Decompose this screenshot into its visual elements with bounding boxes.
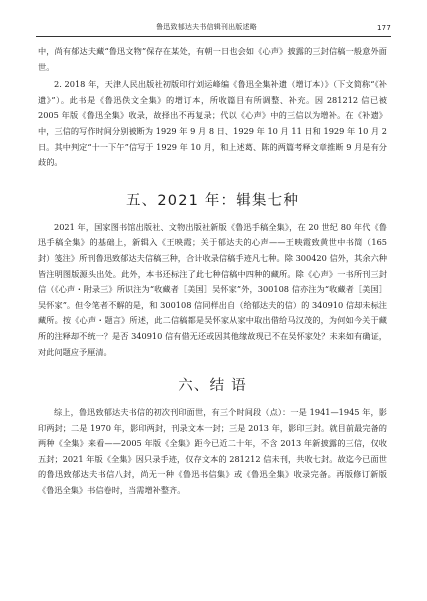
paragraph-continued: 中，尚有郁达夫藏“鲁迅文物”保存在某处，有朝一日也会如《心声》披露的三封信稿一般意外面世。 <box>38 46 387 72</box>
running-header <box>36 22 391 32</box>
paragraph-note-2: 2. 2018 年，天津人民出版社初版印行刘运峰编《鲁迅全集补遗（增订本）》（下文简称“《补遗》”）。此书是《鲁迅佚文全集》的增订本，所收篇目有所调整、补充。因 281212 信已被 2005 年版《鲁迅全集》收录，故择出不再复录；代以《心声》中的三信以为增补。在《补遗》中，三信的写作时间分别被断为 1929 年 9 月 8 日、1929 年 10 月 11 日和 1929 年 10 月 2 日。其中判定“十一下午”信写于 1929 年 10 月，和上述葛、陈的两篇考释文章推断 9 月是有分歧的。 <box>38 79 387 168</box>
paragraph-conclusion: 综上，鲁迅致郁达夫书信的初次刊印面世，有三个时间段（点）：一是 1941—1945 年，影印两封；二是 1970 年，影印两封，刊录文本一封；三是 2013 年，影印三封。就目前最完备的两种《全集》来看——2005 年版《全集》距今已近二十年，不含 2013 年新披露的三信，仅收五封；2021 年版《全集》因只录手迹，仅存文本的 281212 信未刊，共收七封。故迄今已面世的鲁迅致郁达夫书信八封，尚无一种《鲁迅书信集》或《鲁迅全集》收录完备。再版修订新版《鲁迅全集》书信卷时，当需增补整齐。 <box>38 407 387 496</box>
paragraph-2021: 2021 年，国家图书馆出版社、文物出版社新版《鲁迅手稿全集》，在 20 世纪 80 年代《鲁迅手稿全集》的基础上，新辑入《王映霞；关于郁达夫的心声——王映霞致黄世中书简（165 封）笺注》所刊鲁迅致郁达夫信稿三种，合计收录信稿手迹凡七种。除 300420 信外，其余六种皆注明图版源头出处。此外，本书还标注了此七种信稿中四种的藏所。除《心声》一书所刊三封信（《心声・附录三》所识注为“收藏者［美国］吴怀家”外，300108 信亦注为“收藏者［美国］吴怀家”。但令笔者不解的是，和 300108 信同样出自（给郁达夫的信）的 340910 信却未标注藏所。按《心声・题言》所述，此二信稿都是吴怀家从家中取出借给马汉茂的，为何如今关于藏所的注释却不统一？是否 340910 信有借无还或因其他缘故现已不在吴怀家处？未来如有确证，对此问题应予厘清。 <box>38 221 387 357</box>
running-title: 鲁迅致郁达夫书信辑刊出版述略 <box>156 23 257 31</box>
header-rule <box>36 36 391 37</box>
section-heading-five: 五、2021 年：辑集七种 <box>125 192 300 209</box>
page-body <box>38 44 387 499</box>
page-number: 177 <box>377 24 391 32</box>
section-heading-six: 六、结 语 <box>178 378 247 395</box>
